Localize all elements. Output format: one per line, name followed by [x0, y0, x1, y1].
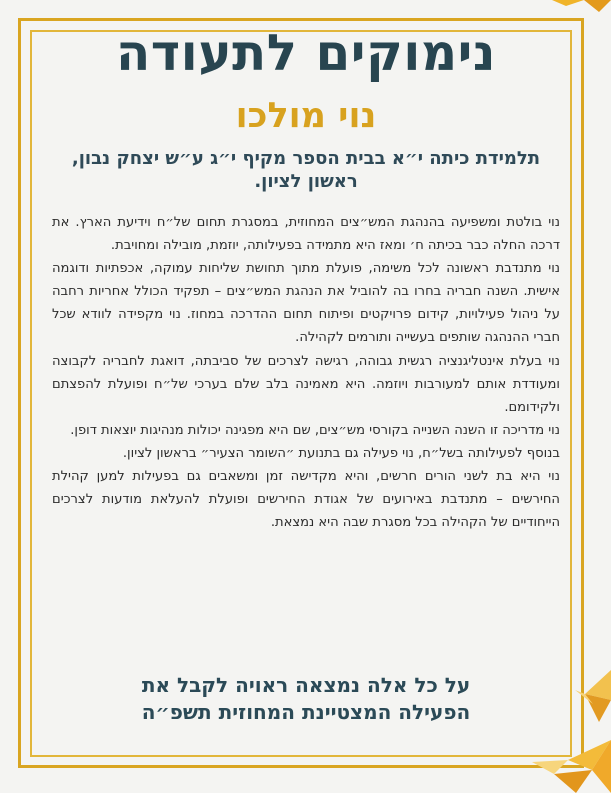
recipient-description: תלמידת כיתה י״א בבית הספר מקיף י״ג ע״ש יצחק נבון, ראשון לציון. [71, 148, 541, 192]
paragraph: נוי מתנדבת ראשונה לכל משימה, פועלת מתוך תחושת שליחות עמוקה, אכפתיות ודוגמה אישית. השנה חבריה בחרו בה להוביל את הנהגת המש״צים – תפקיד הכולל אחריות רחבה על ניהול פעילויות, קידום פרויקטים ופיתוח תחום ההדרכה במחוז. נוי מקפידה לוודא שכל חברי ההנהגה שותפים בעשייה ותורמים לקהילה. [52, 261, 560, 346]
justification-text [52, 211, 560, 534]
closing-statement [52, 672, 560, 726]
certificate-title: נימוקים לתעודה [115, 24, 497, 82]
origami-bird-icon [532, 734, 611, 793]
paragraph: נוי היא בת לשני הורים חרשים, והיא מקדישה זמן ומשאבים גם בפעילות למען קהילת החירשים – מתנדבת באירועים של אגודת החירשים ופועלת להעלאת מודעות לצרכים הייחודיים של הקהילה בכל מסגרת שבה היא נמצאת. [52, 469, 560, 531]
paragraph: נוי בולטת ומשפיעה בהנהגת המש״צים המחוזית, במסגרת תחום של״ח וידיעת הארץ. את דרכה החלה כבר בכיתה ח׳ ומאז היא מתמידה בפעילותה, יוזמת, מובילה ומחויבת. [52, 215, 560, 254]
certificate-content [52, 18, 560, 534]
origami-bird-icon [575, 670, 611, 722]
paragraph: נוי מדריכה זו השנה השנייה בקורסי מש״צים, שם היא מפגינה יכולות מנהיגות יוצאות דופן. [70, 422, 560, 438]
closing-line: על כל אלה נמצאה ראויה לקבל את [141, 673, 471, 697]
origami-bird-icon [544, 0, 611, 12]
recipient-name: נוי מולכו [235, 96, 377, 136]
paragraph: בנוסף לפעילותה בשל״ח, נוי פעילה גם בתנועת ״השומר הצעיר״ בראשון לציון. [122, 445, 560, 461]
award-title: הפעילה המצטיינת המחוזית תשפ״ה [141, 700, 471, 724]
paragraph: נוי בעלת אינטליגנציה רגשית גבוהה, רגישה לצרכים של סביבתה, דואגת לחבריה לקבוצה ומעודדת אותם למעורבות ויוזמה. היא מאמינה בלב שלם בערכי של״ח ופועלת להפצתם ולקידומם. [52, 353, 560, 415]
